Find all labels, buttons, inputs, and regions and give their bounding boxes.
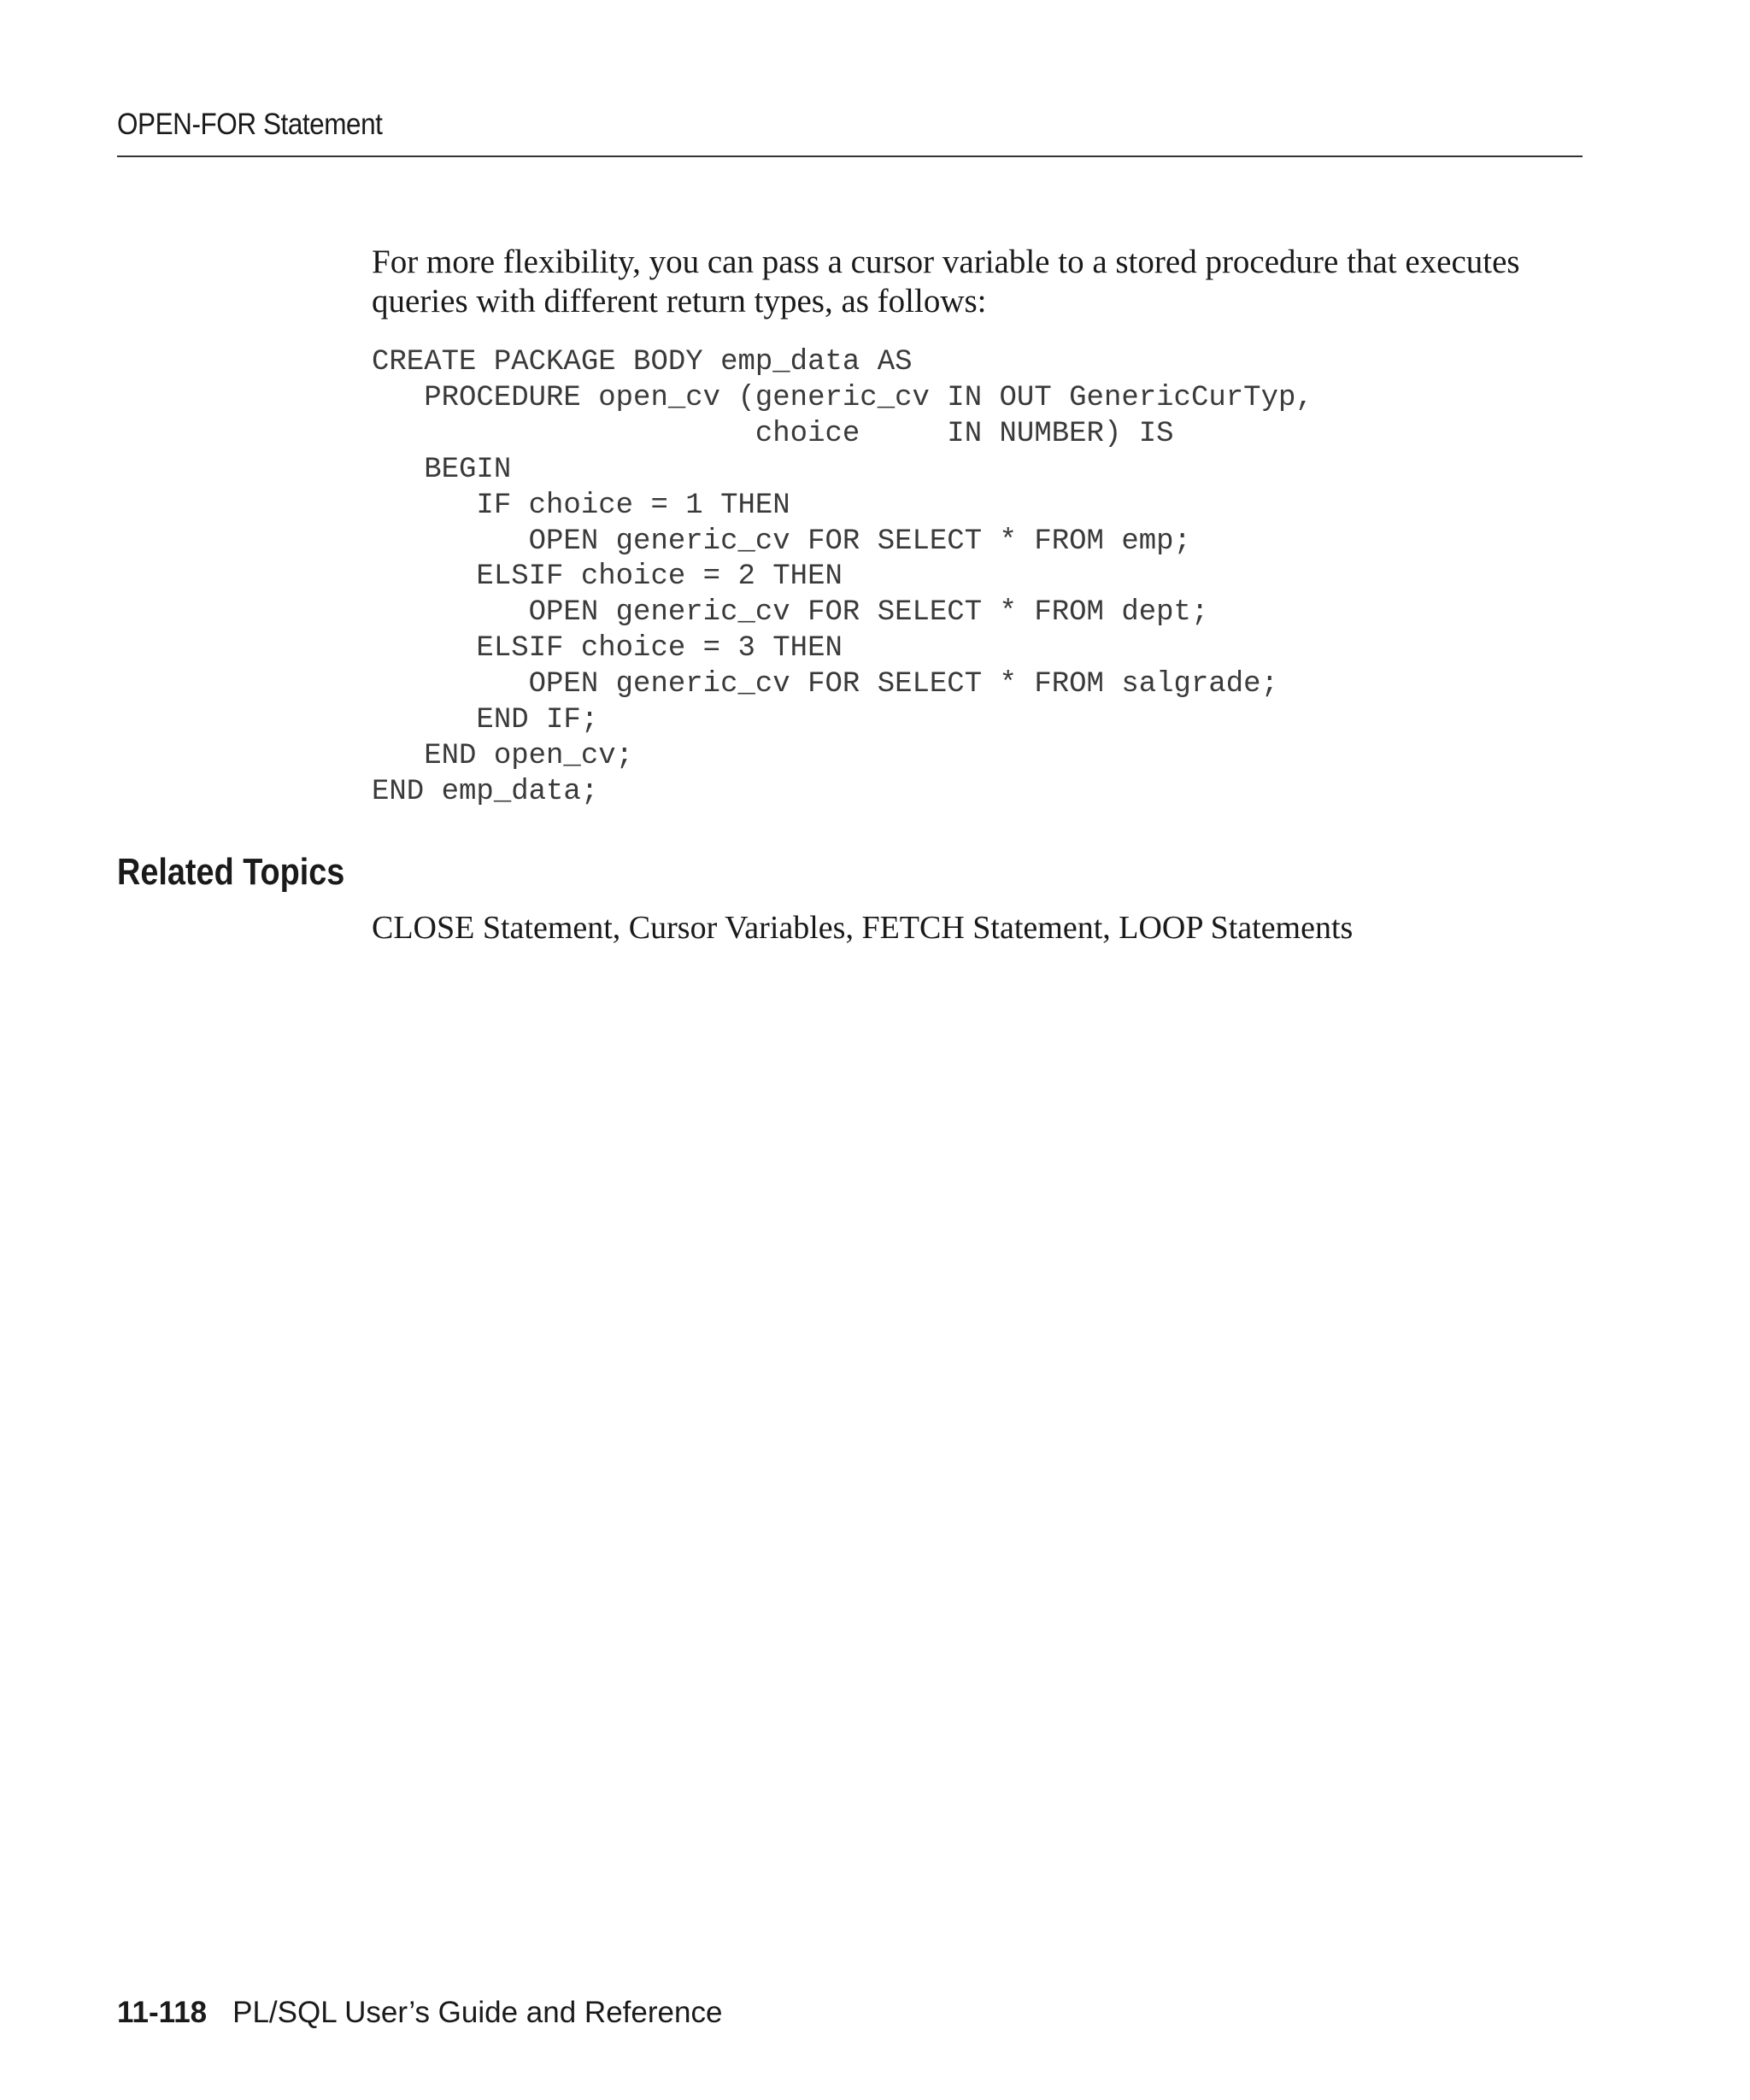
related-topics-heading: Related Topics (117, 851, 345, 893)
header-rule (117, 155, 1583, 157)
book-title: PL/SQL User’s Guide and Reference (232, 1996, 723, 2029)
intro-paragraph: For more flexibility, you can pass a cursor variable to a stored procedure that executes queries with different return types, as follows: (372, 243, 1520, 320)
page-number: 11-118 (117, 1996, 208, 2029)
page-footer (117, 1996, 722, 2030)
code-block: CREATE PACKAGE BODY emp_data AS PROCEDURE open_cv (generic_cv IN OUT GenericCurTyp, choice IN NUMBER) IS BEGIN IF choice = 1 THEN OPEN generic_cv FOR SELECT * FROM emp; ELSIF choice = 2 THEN OPEN generic_cv FOR SELECT * FROM dept; ELSIF choice = 3 THEN OPEN generic_cv FOR SELECT * FROM salgrade; END IF; END open_cv; END emp_data; (372, 346, 1313, 808)
related-topics-links: CLOSE Statement, Cursor Variables, FETCH Statement, LOOP Statements (372, 910, 1354, 946)
running-header: OPEN-FOR Statement (117, 108, 383, 141)
